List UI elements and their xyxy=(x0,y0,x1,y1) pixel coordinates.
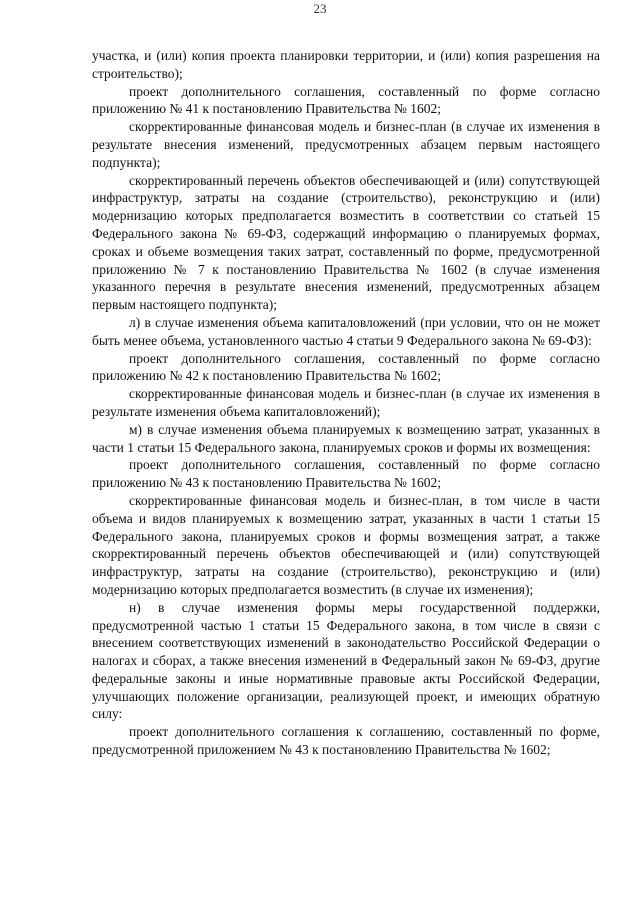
paragraph: проект дополнительного соглашения к соглашению, составленный по форме, предусмотренной приложением № 43 к постановлению Правительства № 1602; xyxy=(92,724,600,758)
paragraph: скорректированные финансовая модель и бизнес-план (в случае их изменения в результате изменения объема капиталовложений); xyxy=(92,386,600,419)
paragraph-continuation: участка, и (или) копия проекта планировки территории, и (или) копия разрешения на строительство); xyxy=(92,48,600,81)
paragraph: скорректированный перечень объектов обеспечивающей и (или) сопутствующей инфраструктур, затраты на создание (строительство), реконструкцию и (или) модернизацию которых предполагается возместить в соответствии со статьей 15 Федерального закона № 69-ФЗ, содержащий информацию о планируемых формах, сроках и объеме возмещения таких затрат, составленный по форме, предусмотренной приложению № 7 к постановлению Правительства № 1602 (в случае изменения указанного перечня в результате внесения изменений, предусмотренных абзацем первым настоящего подпункта); xyxy=(92,172,600,313)
document-body xyxy=(92,47,600,759)
paragraph: м) в случае изменения объема планируемых к возмещению затрат, указанных в части 1 статьи 15 Федерального закона, планируемых сроков и формы их возмещения: xyxy=(92,421,600,455)
paragraph: проект дополнительного соглашения, составленный по форме согласно приложению № 42 к постановлению Правительства № 1602; xyxy=(92,350,600,384)
page-number: 23 xyxy=(313,1,327,16)
paragraph: л) в случае изменения объема капиталовложений (при условии, что он не может быть менее объема, установленного частью 4 статьи 9 Федерального закона № 69-ФЗ): xyxy=(92,314,600,348)
paragraph: проект дополнительного соглашения, составленный по форме согласно приложению № 43 к постановлению Правительства № 1602; xyxy=(92,457,600,491)
paragraph: скорректированные финансовая модель и бизнес-план, в том числе в части объема и видов планируемых к возмещению затрат, указанных в части 1 статьи 15 Федерального закона, планируемых сроков и формы возмещения затрат, а также скорректированный перечень объектов обеспечивающей и (или) сопутствующей инфраструктур, затраты на создание (строительство), реконструкцию и (или) модернизацию которых предполагается возместить (в случае их изменения); xyxy=(92,492,600,597)
paragraph: скорректированные финансовая модель и бизнес-план (в случае их изменения в результате внесения изменений, предусмотренных абзацем первым настоящего подпункта); xyxy=(92,119,600,170)
paragraph: н) в случае изменения формы меры государственной поддержки, предусмотренной частью 1 статьи 15 Федерального закона, в том числе в связи с внесением соответствующих изменений в законодательство Российской Федерации о налогах и сборах, а также внесения изменений в Федеральный закон № 69-ФЗ, другие федеральные законы и иные нормативные правовые акты Российской Федерации, улучшающих положение организации, реализующей проект, и имеющих обратную силу: xyxy=(92,599,600,722)
paragraph: проект дополнительного соглашения, составленный по форме согласно приложению № 41 к постановлению Правительства № 1602; xyxy=(92,83,600,117)
